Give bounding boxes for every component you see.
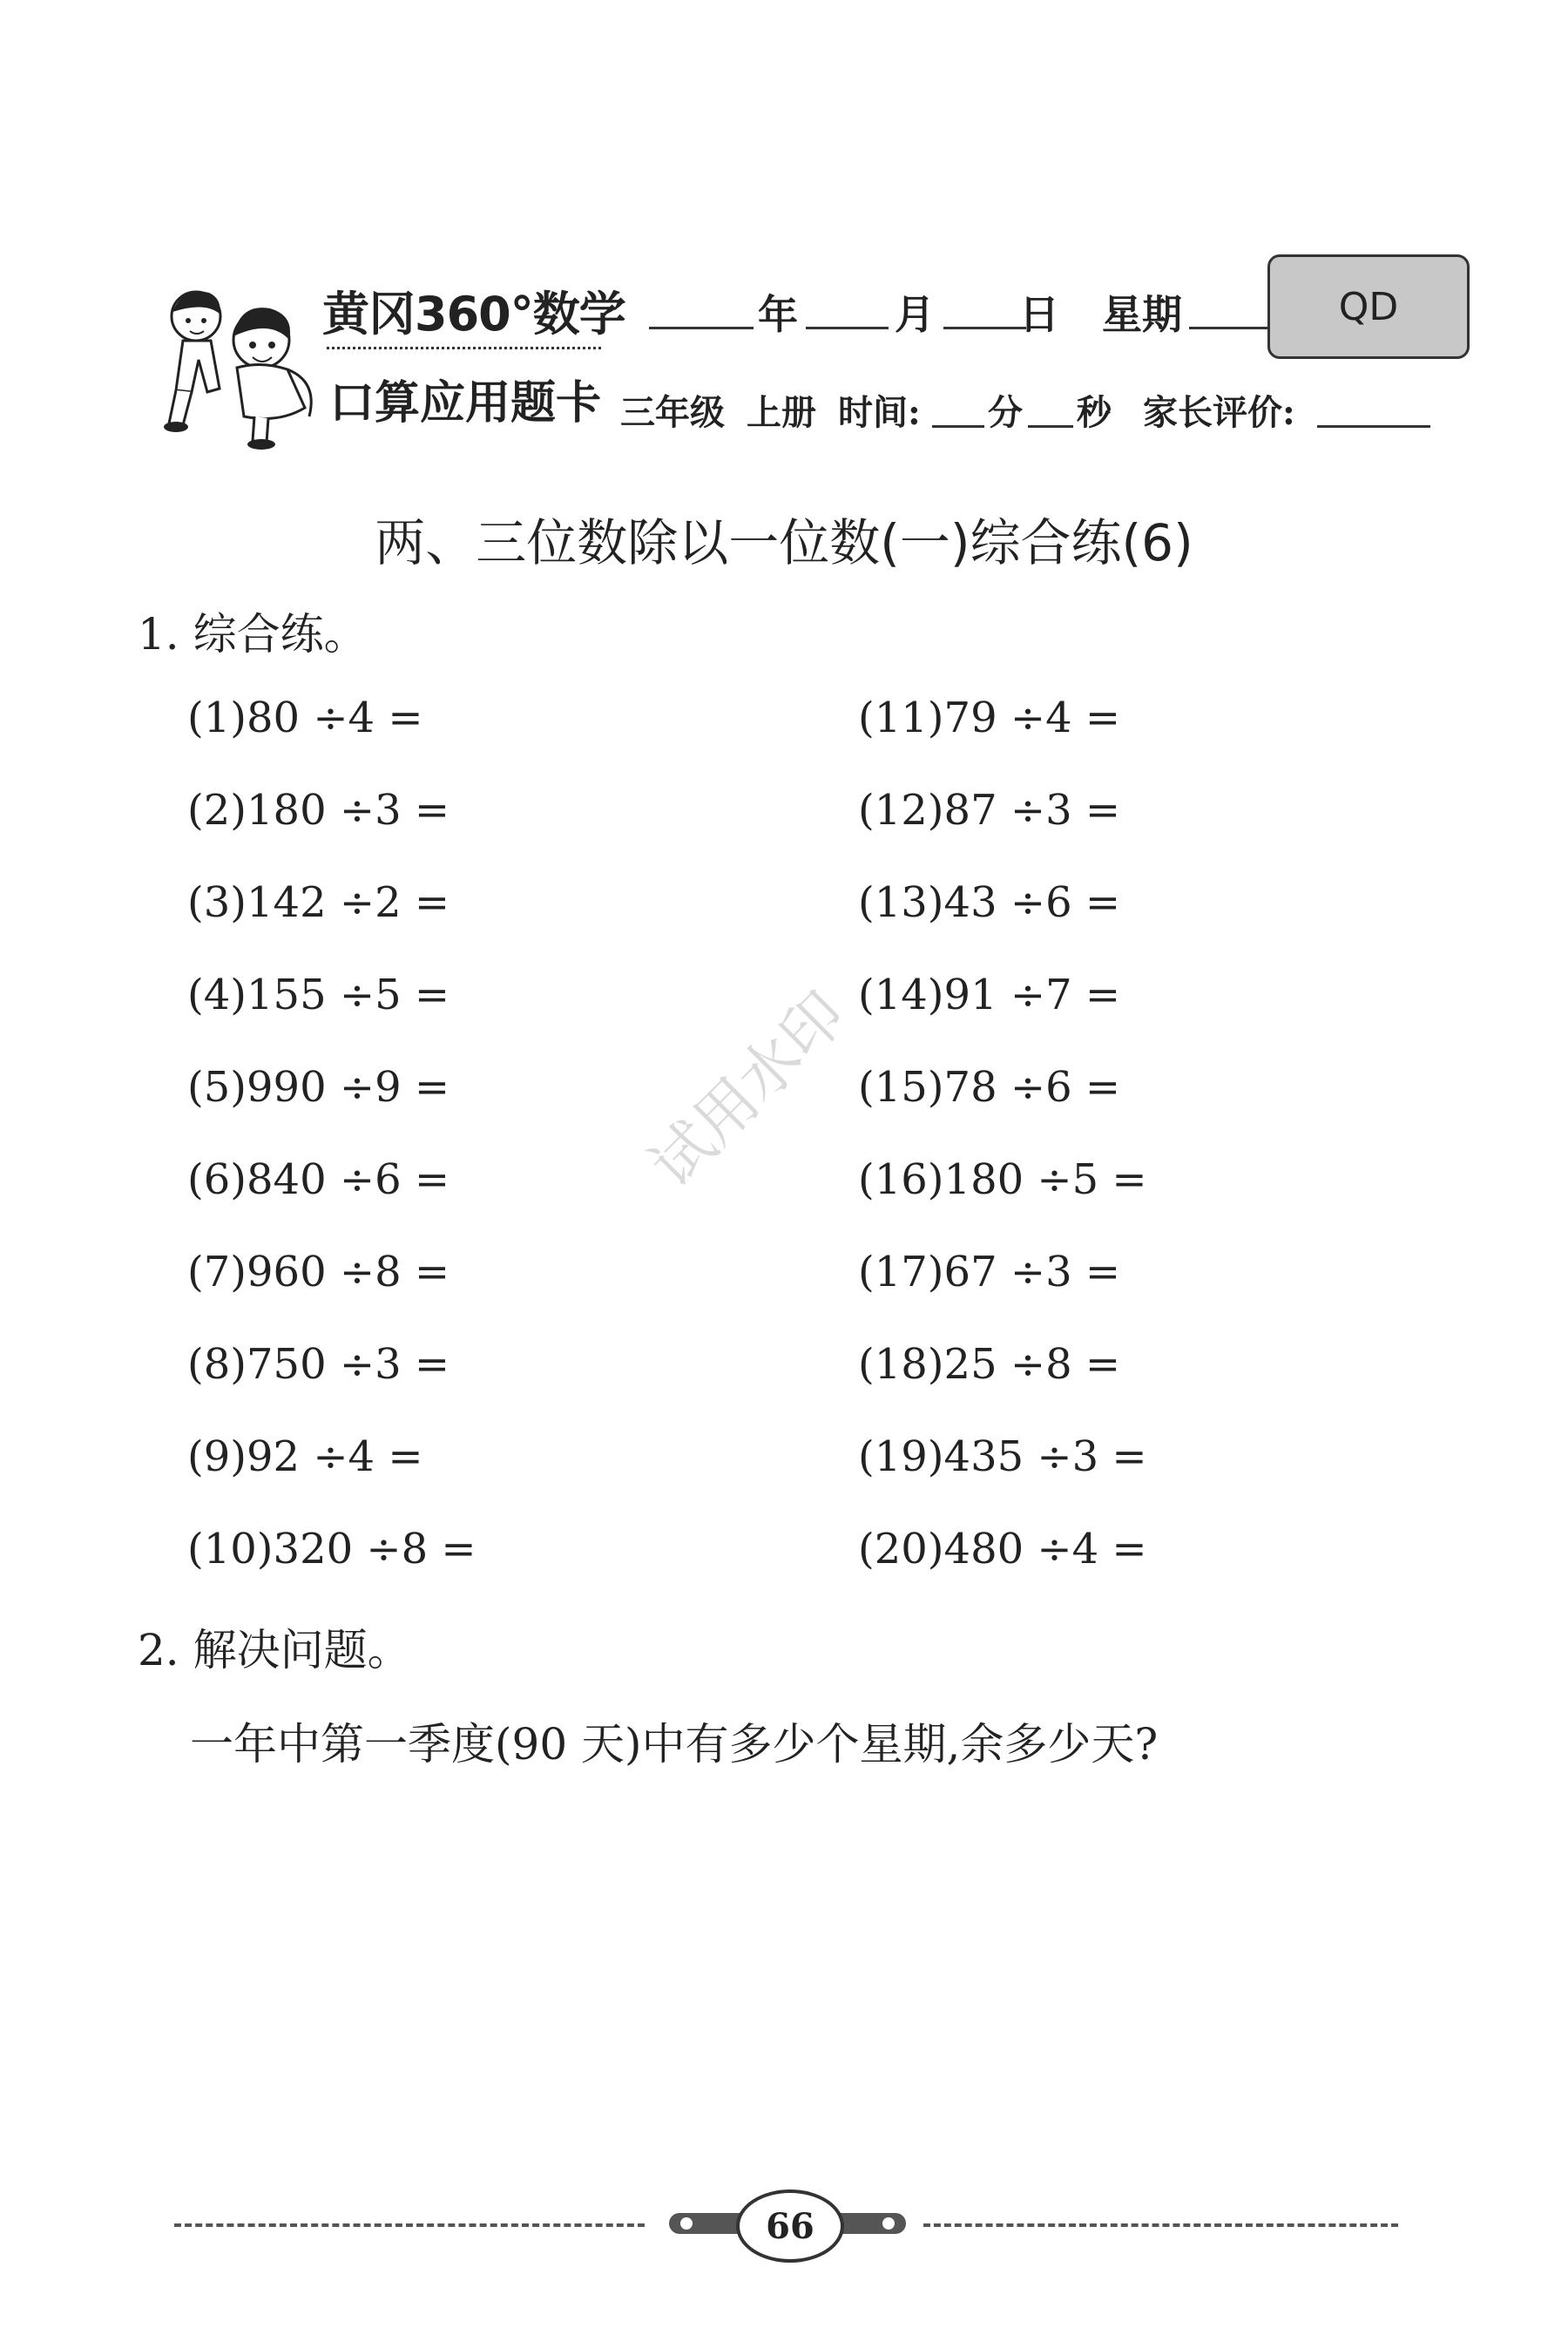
section1-heading: 1. 综合练。 [138,609,368,660]
watermark: 试用水印 [636,978,860,1201]
seconds-blank[interactable] [1028,385,1073,428]
year-label: 年 [758,291,798,338]
problem-item: (18)25 ÷8 = [858,1340,1121,1389]
problem-item: (9)92 ÷4 = [187,1432,423,1481]
minutes-blank[interactable] [932,385,984,428]
year-blank[interactable] [649,283,754,329]
minutes-label: 分 [988,392,1023,433]
footer-divider-right [923,2223,1398,2227]
problem-item: (5)990 ÷9 = [187,1063,450,1112]
grade-label: 三年级 [620,392,725,433]
problem-item: (4)155 ÷5 = [187,971,450,1019]
brand-divider [327,347,601,349]
parent-eval-blank[interactable] [1317,385,1430,428]
problem-item: (7)960 ÷8 = [187,1248,450,1296]
problem-item: (12)87 ÷3 = [858,786,1121,835]
time-label: 时间: [838,392,921,433]
problem-item: (14)91 ÷7 = [858,971,1121,1019]
problem-item: (10)320 ÷8 = [187,1525,476,1573]
month-label: 月 [895,291,935,338]
seconds-label: 秒 [1077,392,1112,433]
footer-divider-left [174,2223,645,2227]
page-number: 66 [736,2189,844,2263]
day-label: 日 [1019,291,1059,338]
month-blank[interactable] [806,283,889,329]
page-title: 两、三位数除以一位数(一)综合练(6) [375,513,1193,572]
brand-title: 黄冈360°数学 [322,287,625,342]
problem-item: (3)142 ÷2 = [187,878,450,927]
parent-eval-label: 家长评价: [1143,392,1295,433]
problem-item: (15)78 ÷6 = [858,1063,1121,1112]
problem-item: (2)180 ÷3 = [187,786,450,835]
problem-item: (19)435 ÷3 = [858,1432,1147,1481]
volume-label: 上册 [747,392,816,433]
edition-badge: QD [1267,254,1470,359]
problem-item: (13)43 ÷6 = [858,878,1121,927]
section2-heading: 2. 解决问题。 [138,1625,411,1675]
info-line [620,385,1430,434]
problem-item: (1)80 ÷4 = [187,694,423,742]
problem-item: (17)67 ÷3 = [858,1248,1121,1296]
problem-item: (8)750 ÷3 = [187,1340,450,1389]
problem-item: (20)480 ÷4 = [858,1525,1147,1573]
problem-item: (6)840 ÷6 = [187,1155,450,1204]
problem-item: (11)79 ÷4 = [858,694,1121,742]
problem-item: (16)180 ÷5 = [858,1155,1147,1204]
weekday-label: 星期 [1102,291,1182,338]
weekday-blank[interactable] [1189,283,1272,329]
day-blank[interactable] [943,283,1026,329]
date-line [649,283,1276,338]
word-problem: 一年中第一季度(90 天)中有多少个星期,余多少天? [190,1719,1159,1770]
mascot-illustration [157,277,331,451]
brand-subtitle: 口算应用题卡 [329,377,602,430]
